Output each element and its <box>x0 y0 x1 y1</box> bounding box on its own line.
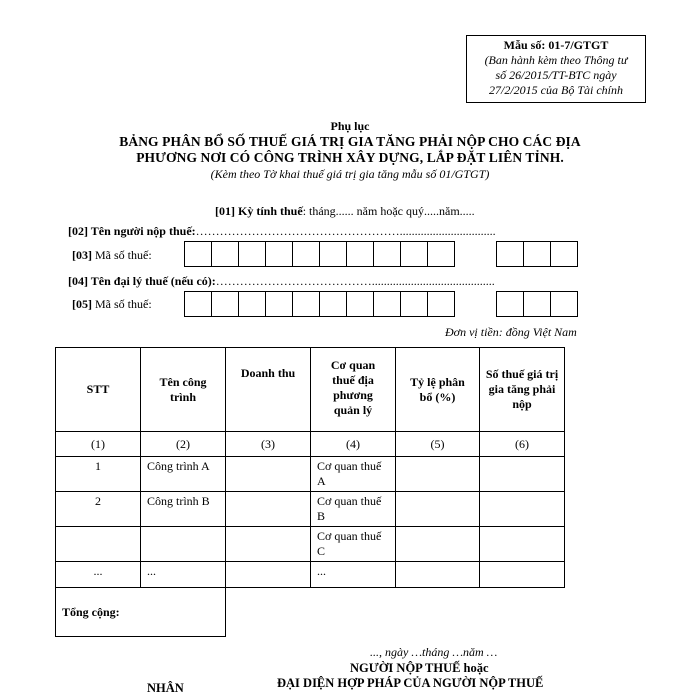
cell-vat-payable <box>480 527 565 562</box>
cell-stt: 2 <box>56 492 141 527</box>
code-cell[interactable] <box>346 241 374 267</box>
total-label: Tổng cộng: <box>56 588 226 637</box>
date-line: ..., ngày …tháng …năm … <box>370 645 498 659</box>
col-number: (5) <box>396 432 480 457</box>
code-cell[interactable] <box>346 291 374 317</box>
taxpayer-name-dots: ……………………………………………................................ <box>195 224 496 238</box>
code-cell[interactable] <box>238 241 266 267</box>
cell-stt: ... <box>56 562 141 588</box>
code-cell[interactable] <box>238 291 266 317</box>
table-row <box>56 492 565 527</box>
agent-code-boxes <box>184 291 455 317</box>
column-number-row <box>56 432 565 457</box>
form-code: Mẫu số: 01-7/GTGT <box>503 38 609 52</box>
branch-cell[interactable] <box>523 291 551 317</box>
cell-revenue <box>226 492 311 527</box>
cell-revenue <box>226 562 311 588</box>
code-cell[interactable] <box>265 241 293 267</box>
code-cell[interactable] <box>211 291 239 317</box>
cell-project: ... <box>141 562 226 588</box>
branch-cell[interactable] <box>550 291 578 317</box>
taxpayer-code-label: Mã số thuế: <box>95 248 152 262</box>
col-header-project: Tên công trình <box>141 348 226 432</box>
branch-cell[interactable] <box>550 241 578 267</box>
col-header-vat-payable: Số thuế giá trị gia tăng phải nộp <box>480 348 565 432</box>
code-cell[interactable] <box>373 291 401 317</box>
code-cell[interactable] <box>319 241 347 267</box>
form-note-line1: (Ban hành kèm theo Thông tư <box>484 53 628 67</box>
cell-tax-office: Cơ quan thuế B <box>311 492 396 527</box>
agent-code-label-wrap <box>72 297 152 312</box>
cell-revenue <box>226 527 311 562</box>
code-cell[interactable] <box>319 291 347 317</box>
form-code-box <box>466 35 646 103</box>
col-header-revenue: Doanh thu <box>226 348 311 432</box>
signer-line2: ĐẠI DIỆN HỢP PHÁP CỦA NGƯỜI NỘP THUẾ <box>277 676 544 690</box>
currency-unit: Đơn vị tiền: đồng Việt Nam <box>445 325 577 339</box>
col-number: (1) <box>56 432 141 457</box>
form-note-line2: số 26/2015/TT-BTC ngày <box>495 68 617 82</box>
cell-project <box>141 527 226 562</box>
allocation-table <box>55 347 565 637</box>
branch-cell[interactable] <box>496 291 524 317</box>
agent-branch-boxes <box>496 291 578 317</box>
col-header-ratio: Tỷ lệ phân bổ (%) <box>396 348 480 432</box>
appendix-label: Phụ lục <box>330 119 370 133</box>
signer-line1: NGƯỜI NỘP THUẾ hoặc <box>350 661 489 675</box>
code-cell[interactable] <box>427 241 455 267</box>
code-cell[interactable] <box>427 291 455 317</box>
taxpayer-code-boxes <box>184 241 455 267</box>
agent-name-label: [04] Tên đại lý thuế (nếu có): <box>68 274 216 288</box>
code-cell[interactable] <box>292 241 320 267</box>
taxpayer-name-field <box>68 224 496 239</box>
period-value: : tháng...... năm hoặc quý.....năm..... <box>302 204 475 218</box>
period-label: [01] Kỳ tính thuế <box>215 204 303 218</box>
col-number: (4) <box>311 432 396 457</box>
agent-code-label: Mã số thuế: <box>95 297 152 311</box>
branch-cell[interactable] <box>496 241 524 267</box>
col-number: (3) <box>226 432 311 457</box>
total-row <box>56 588 565 637</box>
table-row <box>56 457 565 492</box>
cell-ratio <box>396 527 480 562</box>
cell-project: Công trình B <box>141 492 226 527</box>
code-cell[interactable] <box>292 291 320 317</box>
cell-ratio <box>396 562 480 588</box>
branch-cell[interactable] <box>523 241 551 267</box>
agent-code-num: [05] <box>72 297 92 311</box>
cell-tax-office: ... <box>311 562 396 588</box>
code-cell[interactable] <box>184 291 212 317</box>
form-note-line3: 27/2/2015 của Bộ Tài chính <box>489 83 623 97</box>
cell-ratio <box>396 492 480 527</box>
cell-tax-office: Cơ quan thuế A <box>311 457 396 492</box>
code-cell[interactable] <box>184 241 212 267</box>
taxpayer-code-num: [03] <box>72 248 92 262</box>
page-subtitle: (Kèm theo Tờ khai thuế giá trị gia tăng mẫu số 01/GTGT) <box>210 167 490 181</box>
col-number: (6) <box>480 432 565 457</box>
period-field <box>215 204 475 219</box>
agent-name-dots: …………………………………......................................... <box>215 274 495 288</box>
code-cell[interactable] <box>373 241 401 267</box>
cell-tax-office: Cơ quan thuế C <box>311 527 396 562</box>
page-title-line2: PHƯƠNG NƠI CÓ CÔNG TRÌNH XÂY DỰNG, LẮP ĐẶT LIÊN TỈNH. <box>136 150 564 165</box>
taxpayer-branch-boxes <box>496 241 578 267</box>
code-cell[interactable] <box>211 241 239 267</box>
taxpayer-code-label-wrap <box>72 248 152 263</box>
table-row <box>56 562 565 588</box>
col-header-tax-office: Cơ quan thuế địa phương quản lý <box>311 348 396 432</box>
code-cell[interactable] <box>265 291 293 317</box>
taxpayer-name-label: [02] Tên người nộp thuế: <box>68 224 196 238</box>
total-blank <box>226 588 311 637</box>
agent-name-field <box>68 274 495 289</box>
col-number: (2) <box>141 432 226 457</box>
cell-vat-payable <box>480 562 565 588</box>
table-row <box>56 527 565 562</box>
footer-left-label: NHÂN <box>147 681 184 695</box>
page-title-line1: BẢNG PHÂN BỔ SỐ THUẾ GIÁ TRỊ GIA TĂNG PHẢI NỘP CHO CÁC ĐỊA <box>119 134 581 149</box>
code-cell[interactable] <box>400 291 428 317</box>
cell-revenue <box>226 457 311 492</box>
cell-project: Công trình A <box>141 457 226 492</box>
col-header-stt: STT <box>56 348 141 432</box>
cell-vat-payable <box>480 457 565 492</box>
cell-stt <box>56 527 141 562</box>
table-header-row <box>56 348 565 432</box>
cell-vat-payable <box>480 492 565 527</box>
total-blank <box>311 588 396 637</box>
cell-ratio <box>396 457 480 492</box>
cell-stt: 1 <box>56 457 141 492</box>
code-cell[interactable] <box>400 241 428 267</box>
total-blank <box>480 588 565 637</box>
total-blank <box>396 588 480 637</box>
